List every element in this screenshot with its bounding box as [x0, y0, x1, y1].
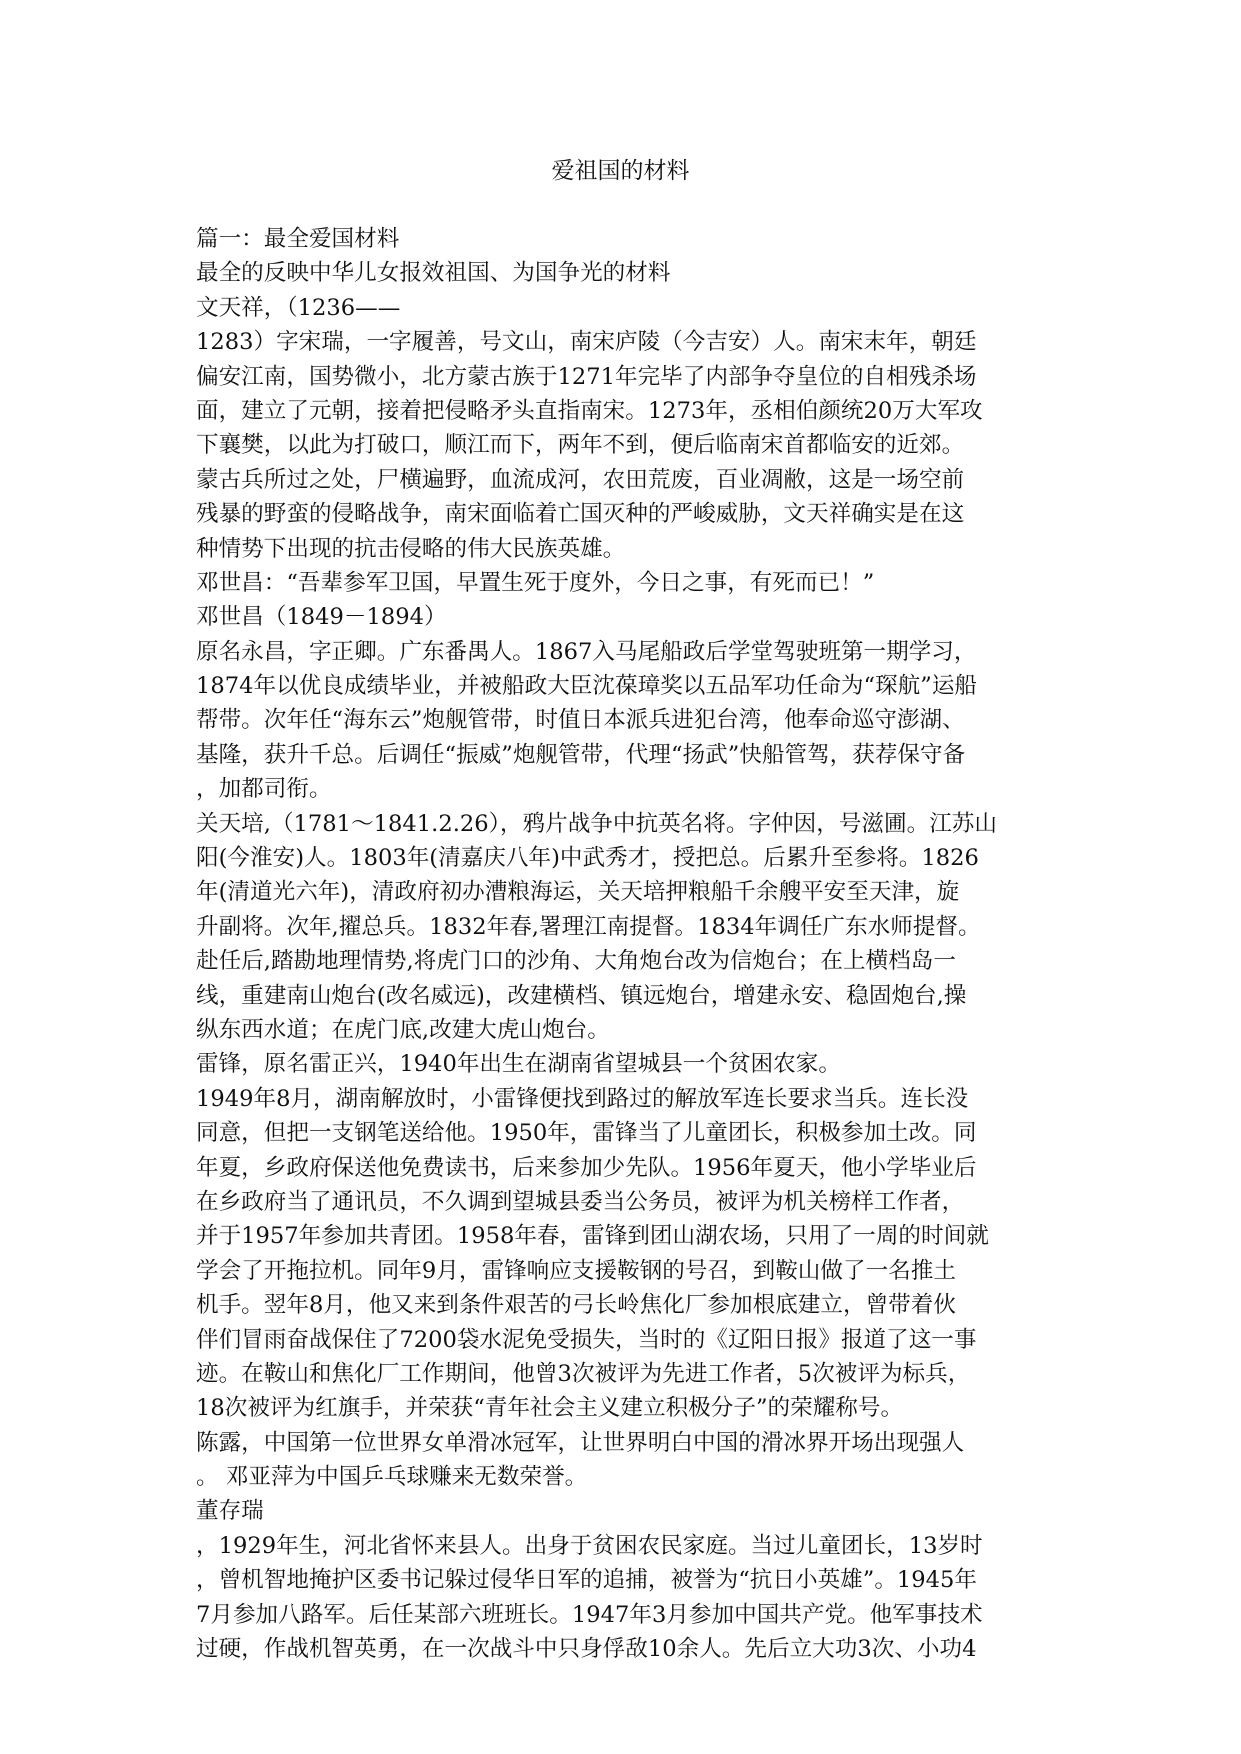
text-line: 邓世昌（1849－1894） — [196, 604, 447, 631]
text-line: 线，重建南山炮台(改名威远)，改建横档、镇远炮台，增建永安、稳固炮台,操 — [196, 982, 967, 1009]
text-line: 1949年8月，湖南解放时，小雷锋便找到路过的解放军连长要求当兵。连长没 — [196, 1085, 969, 1112]
text-line: 残暴的野蛮的侵略战争，南宋面临着亡国灭种的严峻威胁，文天祥确实是在这 — [196, 501, 965, 528]
text-line: 阳(今淮安)人。1803年(清嘉庆八年)中武秀才，授把总。后累升至参将。1826 — [196, 845, 979, 872]
text-line: 原名永昌，字正卿。广东番禺人。1867入马尾船政后学堂驾驶班第一期学习， — [196, 638, 977, 665]
text-line: 雷锋，原名雷正兴，1940年出生在湖南省望城县一个贫困农家。 — [196, 1051, 841, 1078]
text-line: 过硬，作战机智英勇，在一次战斗中只身俘敌10余人。先后立大功3次、小功4 — [196, 1636, 977, 1663]
document-title: 爱祖国的材料 — [551, 158, 690, 184]
text-line: ，曾机智地掩护区委书记躲过侵华日军的追捕，被誉为“抗日小英雄”。1945年 — [196, 1567, 978, 1594]
text-line: 基隆，获升千总。后调任“振威”炮舰管带，代理“扬武”快船管驾，获荐保守备 — [196, 741, 966, 768]
text-line: 并于1957年参加共青团。1958年春，雷锋到团山湖农场，只用了一周的时间就 — [196, 1223, 989, 1250]
text-line: 文天祥，（1236—— — [196, 294, 401, 321]
text-line: 蒙古兵所过之处，尸横遍野，血流成河，农田荒废，百业凋敝，这是一场空前 — [196, 466, 965, 493]
document-body — [196, 222, 1058, 1666]
text-line: 伴们冒雨奋战保住了7200袋水泥免受损失，当时的《辽阳日报》报道了这一事 — [196, 1326, 977, 1353]
text-line: 在乡政府当了通讯员，不久调到望城县委当公务员，被评为机关榜样工作者， — [196, 1188, 965, 1215]
text-line: 赴任后,踏勘地理情势,将虎门口的沙角、大角炮台改为信炮台；在上横档岛一 — [196, 948, 956, 975]
text-line: 董存瑞 — [196, 1498, 264, 1525]
text-line: 学会了开拖拉机。同年9月，雷锋响应支援鞍钢的号召，到鞍山做了一名推土 — [196, 1257, 956, 1284]
text-line: 面，建立了元朝，接着把侵略矛头直指南宋。1273年，丞相伯颜统20万大军攻 — [196, 397, 983, 424]
text-line: 偏安江南，国势微小，北方蒙古族于1271年完毕了内部争夺皇位的自相残杀场 — [196, 363, 977, 390]
text-line: 。 邓亚萍为中国乒乓球赚来无数荣誉。 — [196, 1464, 588, 1491]
text-line: ，1929年生，河北省怀来县人。出身于贫困农民家庭。当过儿童团长，13岁时 — [196, 1532, 983, 1559]
text-line: 纵东西水道；在虎门底,改建大虎山炮台。 — [196, 1016, 610, 1043]
text-line: 最全的反映中华儿女报效祖国、为国争光的材料 — [196, 260, 671, 287]
text-line: 升副将。次年,擢总兵。1832年春,署理江南提督。1834年调任广东水师提督。 — [196, 913, 981, 940]
text-line: 机手。翌年8月，他又来到条件艰苦的弓长岭焦化厂参加根底建立，曾带着伙 — [196, 1292, 956, 1319]
text-line: 年夏，乡政府保送他免费读书，后来参加少先队。1956年夏天，他小学毕业后 — [196, 1154, 977, 1181]
text-line: 陈露，中国第一位世界女单滑冰冠军，让世界明白中国的滑冰界开场出现强人 — [196, 1429, 965, 1456]
text-line: 1283）字宋瑞，一字履善，号文山，南宋庐陵（今吉安）人。南宋末年，朝廷 — [196, 329, 977, 356]
text-line: 帮带。次年任“海东云”炮舰管带，时值日本派兵进犯台湾，他奉命巡守澎湖、 — [196, 707, 965, 734]
text-line: 篇一：最全爱国材料 — [196, 226, 400, 252]
text-line: 7月参加八路军。后任某部六班班长。1947年3月参加中国共产党。他军事技术 — [196, 1601, 983, 1628]
text-line: 邓世昌：“吾辈参军卫国，早置生死于度外，今日之事，有死而已！” — [196, 569, 875, 596]
text-line: 同意，但把一支钢笔送给他。1950年，雷锋当了儿童团长，积极参加土改。同 — [196, 1120, 977, 1147]
text-line: 18次被评为红旗手，并荣获“青年社会主义建立积极分子”的荣耀称号。 — [196, 1395, 904, 1422]
text-line: 关天培,（1781～1841.2.26），鸦片战争中抗英名将。字仲因，号滋圃。江苏山 — [196, 810, 997, 837]
text-line: 种情势下出现的抗击侵略的伟大民族英雄。 — [196, 535, 626, 562]
text-line: 迹。在鞍山和焦化厂工作期间，他曾3次被评为先进工作者，5次被评为标兵， — [196, 1360, 971, 1387]
text-line: 年(清道光六年)，清政府初办漕粮海运，关天培押粮船千余艘平安至天津，旋 — [196, 879, 960, 906]
text-line: ，加都司衔。 — [196, 776, 332, 803]
text-line: 1874年以优良成绩毕业，并被船政大臣沈葆璋奖以五品军功任命为“琛航”运船 — [196, 673, 978, 700]
text-line: 下襄樊，以此为打破口，顺江而下，两年不到，便后临南宋首都临安的近郊。 — [196, 432, 965, 459]
